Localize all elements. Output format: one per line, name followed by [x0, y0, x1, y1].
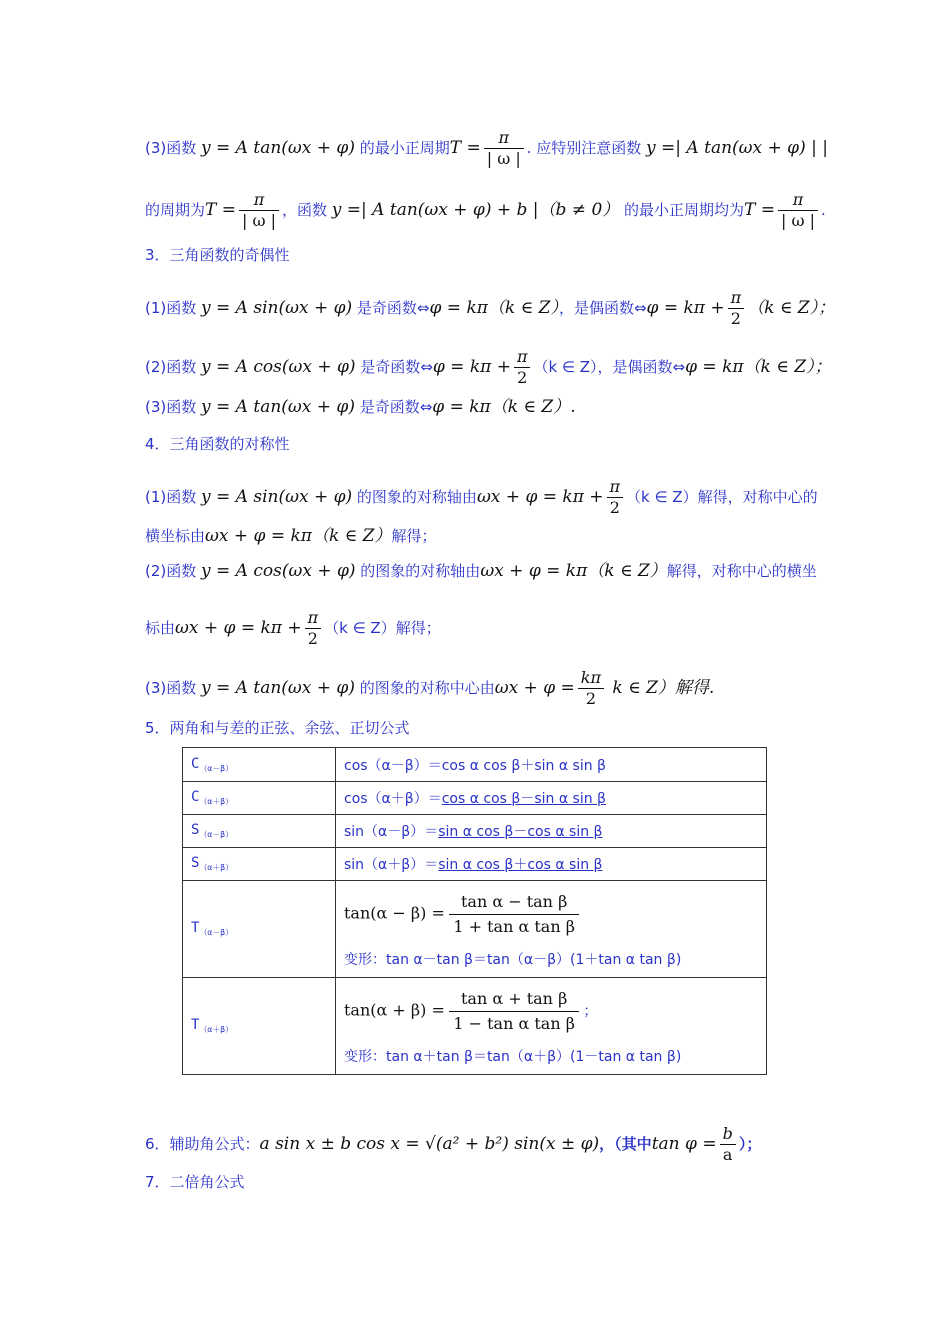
text: (2)函数	[145, 358, 202, 376]
text: (1)函数	[145, 299, 202, 317]
symmetry-sin-center-line	[145, 526, 436, 546]
math: ωx + φ = kπ +	[175, 618, 302, 638]
text: .	[821, 201, 826, 219]
math: ωx + φ =	[494, 678, 575, 698]
math: φ = kπ（k ∈ Z）；	[685, 357, 832, 377]
math: ωx + φ = kπ（k ∈ Z）	[480, 561, 667, 581]
denominator: 1 + tan α tan β	[449, 914, 579, 939]
subscript: （α＋β）	[199, 797, 234, 806]
text: (3)函数	[145, 139, 202, 157]
numerator: tan α + tan β	[460, 988, 568, 1008]
text: . 应特别注意函数	[526, 139, 647, 157]
formula-cell	[336, 978, 767, 1075]
denominator: | ω |	[778, 210, 818, 231]
denominator: a	[720, 1144, 736, 1165]
formula-text: sin（α＋β）＝	[344, 857, 439, 873]
numerator: π	[498, 128, 509, 147]
fraction	[720, 1124, 736, 1165]
text: （k ∈ Z）解得；	[324, 619, 441, 637]
math: y = A tan(ωx + φ)	[201, 678, 355, 698]
fraction	[778, 190, 818, 231]
formula-name	[183, 978, 336, 1075]
formula-cell	[336, 881, 767, 978]
text: (3)函数	[145, 679, 202, 697]
text: （k ∈ Z）解得，对称中心的	[626, 488, 818, 506]
fraction	[305, 608, 322, 649]
section-heading-double-angle: 7．二倍角公式	[145, 1173, 245, 1191]
table-row	[183, 881, 767, 978]
text: 标由	[145, 619, 176, 637]
text: 是奇函数⇔	[354, 398, 433, 416]
denominator: 2	[607, 497, 624, 518]
text: S	[191, 822, 200, 838]
table-row	[183, 815, 767, 848]
period-tan-line	[145, 128, 828, 169]
auxiliary-angle-line	[145, 1124, 761, 1165]
text: 是奇函数⇔	[355, 358, 433, 376]
text: 横坐标由	[145, 527, 206, 545]
math: T =	[205, 200, 237, 220]
formula-name	[183, 848, 336, 881]
math: （k ∈ Z）；	[747, 298, 836, 318]
math: T =	[449, 138, 481, 158]
math: y = A cos(ωx + φ)	[201, 561, 356, 581]
text: S	[191, 855, 200, 871]
numerator: π	[307, 608, 319, 627]
denominator: 1 − tan α tan β	[449, 1011, 579, 1036]
math: φ = kπ +	[646, 298, 725, 318]
math: y = A tan(ωx + φ)	[201, 138, 355, 158]
formula-answer: sin α cos β－cos α sin β	[438, 824, 603, 840]
math: y =| A tan(ωx + φ) | |	[646, 138, 828, 158]
denominator: 2	[728, 308, 745, 329]
formula-cell	[336, 782, 767, 815]
math: T =	[744, 200, 776, 220]
fraction	[449, 987, 579, 1036]
table-row	[183, 978, 767, 1075]
text: ，是偶函数⇔	[558, 299, 647, 317]
math: y =| A tan(ωx + φ) + b |	[331, 200, 539, 220]
formula-cell	[336, 748, 767, 782]
fraction	[578, 668, 604, 709]
text: 是奇函数⇔	[352, 299, 430, 317]
parity-tan-line	[145, 397, 576, 417]
table-row	[183, 782, 767, 815]
formula-text: sin（α－β）＝	[344, 824, 439, 840]
formula-name	[183, 782, 336, 815]
formula-name	[183, 881, 336, 978]
math: y = A cos(ωx + φ)	[201, 357, 356, 377]
section-heading-parity: 3．三角函数的奇偶性	[145, 246, 290, 264]
symmetry-tan-line	[145, 668, 714, 709]
parity-sin-line	[145, 288, 835, 329]
text: 的最小正周期	[354, 139, 450, 157]
math: ωx + φ = kπ（k ∈ Z）	[205, 526, 392, 546]
text: ，（其中	[599, 1135, 652, 1153]
text: 的图象的对称轴由	[352, 488, 477, 506]
table-row	[183, 848, 767, 881]
math: （b ≠ 0）	[538, 200, 620, 220]
text: 的最小正周期均为	[619, 201, 745, 219]
math: y = A sin(ωx + φ)	[201, 298, 353, 318]
text: ）；	[738, 1135, 762, 1153]
subscript: （α－β）	[199, 928, 234, 937]
numerator: π	[253, 190, 265, 209]
fraction	[728, 288, 745, 329]
denominator: 2	[578, 688, 604, 709]
formula-name	[183, 748, 336, 782]
section-heading-symmetry: 4．三角函数的对称性	[145, 435, 290, 453]
text: C	[191, 789, 200, 805]
text: T	[191, 1017, 200, 1033]
subscript: （α＋β）	[199, 863, 234, 872]
text: （k ∈ Z），是偶函数⇔	[533, 358, 686, 376]
text: 解得，对称中心的横坐	[666, 562, 817, 580]
section-heading-sum-diff: 5．两角和与差的正弦、余弦、正切公式	[145, 719, 410, 737]
fraction	[239, 190, 279, 231]
tan-diff-formula	[344, 890, 758, 939]
denominator: 2	[305, 628, 322, 649]
formula-cell	[336, 815, 767, 848]
math: y = A sin(ωx + φ)	[201, 487, 353, 507]
text: 解得；	[391, 527, 437, 545]
formula-cell	[336, 848, 767, 881]
math: ωx + φ = kπ +	[476, 487, 604, 507]
text: T	[191, 920, 200, 936]
text: 的图象的对称中心由	[354, 679, 495, 697]
formula-answer: sin α cos β＋cos α sin β	[438, 857, 603, 873]
symmetry-sin-line	[145, 477, 818, 518]
period-abs-line	[145, 190, 826, 231]
fraction	[484, 128, 524, 169]
formula-lhs: tan(α + β) =	[344, 1000, 445, 1019]
numerator: π	[730, 288, 742, 307]
math: φ = kπ +	[432, 357, 511, 377]
math: a sin x ± b cos x = √(a² + b²) sin(x ± φ)	[259, 1134, 600, 1154]
denominator: | ω |	[239, 210, 279, 231]
parity-cos-line	[145, 347, 832, 388]
text: 6．辅助角公式：	[145, 1135, 260, 1153]
text: 的周期为	[145, 201, 206, 219]
formula-variant: 变形：tan α－tan β＝tan（α－β）(1＋tan α tan β)	[344, 951, 682, 968]
fraction	[607, 477, 624, 518]
formula-text: cos（α＋β）＝	[344, 791, 442, 807]
table-row	[183, 748, 767, 782]
text: C	[191, 755, 200, 772]
subscript: （α－β）	[199, 763, 234, 773]
numerator: b	[722, 1124, 733, 1143]
symmetry-cos-center-line	[145, 608, 441, 649]
denominator: | ω |	[484, 148, 524, 169]
math: k ∈ Z）解得.	[607, 678, 715, 698]
math: φ = kπ（k ∈ Z）.	[432, 397, 576, 417]
numerator: tan α − tan β	[460, 891, 568, 911]
formula-text: cos（α－β）＝cos α cos β＋sin α sin β	[344, 757, 606, 774]
text: 的图象的对称轴由	[355, 562, 481, 580]
formula-name	[183, 815, 336, 848]
formula-variant: 变形：tan α＋tan β＝tan（α＋β）(1－tan α tan β)	[344, 1048, 682, 1065]
tan-sum-formula	[344, 987, 758, 1036]
formula-table	[182, 747, 767, 1075]
subscript: （α＋β）	[199, 1025, 234, 1034]
text: ，函数	[282, 201, 332, 219]
subscript: （α－β）	[199, 830, 234, 839]
numerator: kπ	[580, 668, 602, 687]
math: tan φ =	[651, 1134, 717, 1154]
math: y = A tan(ωx + φ)	[201, 397, 355, 417]
text: (2)函数	[145, 562, 202, 580]
formula-lhs: tan(α − β) =	[344, 903, 445, 922]
fraction	[514, 347, 531, 388]
numerator: π	[516, 347, 528, 366]
fraction	[449, 890, 579, 939]
text: ；	[583, 1003, 598, 1019]
math: φ = kπ（k ∈ Z）	[429, 298, 559, 318]
numerator: π	[792, 190, 804, 209]
denominator: 2	[514, 367, 531, 388]
symmetry-cos-line	[145, 561, 817, 581]
numerator: π	[609, 477, 621, 496]
formula-answer: cos α cos β－sin α sin β	[441, 791, 606, 807]
text: (1)函数	[145, 488, 202, 506]
text: (3)函数	[145, 398, 202, 416]
